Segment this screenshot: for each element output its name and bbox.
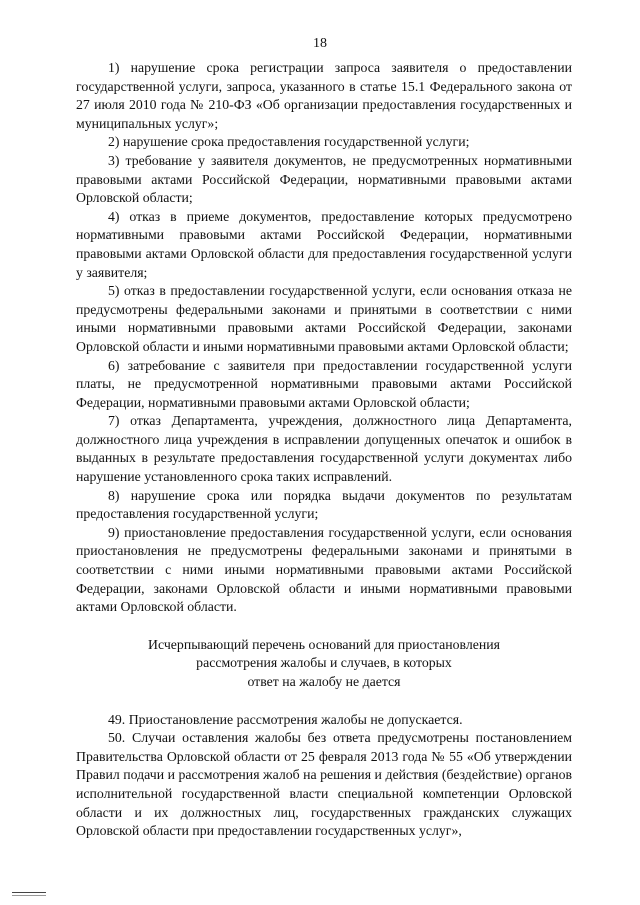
list-item: 4) отказ в приеме документов, предоставление которых предусмотрено нормативными правовыми актами Российской Федерации, нормативными правовыми актами Орловской области для предоставления государственной услуги у заявителя;: [76, 208, 572, 280]
list-item: 3) требование у заявителя документов, не предусмотренных нормативными правовыми актами Российской Федерации, нормативными правовыми актами Орловской области;: [76, 152, 572, 206]
list-item: 8) нарушение срока или порядка выдачи документов по результатам предоставления государственной услуги;: [76, 487, 572, 522]
paragraph: 49. Приостановление рассмотрения жалобы не допускается.: [108, 711, 463, 727]
section-heading-line: ответ на жалобу не дается: [247, 674, 401, 689]
paragraph: 50. Случаи оставления жалобы без ответа предусмотрены постановлением Правительства Орловской области от 25 февраля 2013 года № 55 «Об утверждении Правил подачи и рассмотрения жалоб на решения и действия (бездействие) органов исполнительной государственной власти специальной компетенции Орловской области и их должностных лиц, государственных гражданских служащих Орловской области при предоставлении государственных услуг»,: [76, 730, 572, 839]
section-heading-line: Исчерпывающий перечень оснований для приостановления: [148, 636, 500, 652]
footer-rule: [12, 892, 46, 893]
list-item: 2) нарушение срока предоставления государственной услуги;: [108, 134, 470, 150]
list-item: 7) отказ Департамента, учреждения, должностного лица Департамента, должностного лица учреждения в исправлении допущенных опечаток и ошибок в выданных в результате предоставления государственной услуги документах либо нарушение установленного срока таких исправлений.: [76, 413, 572, 485]
page-number: 18: [313, 36, 327, 51]
footer-rule: [12, 895, 46, 896]
section-heading-line: рассмотрения жалобы и случаев, в которых: [196, 655, 452, 671]
list-item: 9) приостановление предоставления государственной услуги, если основания приостановления не предусмотрены федеральными законами и принятыми в соответствии с ними иными нормативными правовыми актами Российской Федерации, законами Орловской области и иными нормативными правовыми актами Орловской области.: [76, 524, 572, 615]
list-item: 5) отказ в предоставлении государственной услуги, если основания отказа не предусмотрены федеральными законами и принятыми в соответствии с ними иными нормативными правовыми актами Российской Федерации, законами Орловской области и иными нормативными правовыми актами Орловской области;: [76, 283, 572, 354]
section-heading: [76, 636, 572, 692]
list-item: 6) затребование с заявителя при предоставлении государственной услуги платы, не предусмотренной нормативными правовыми актами Российской Федерации, нормативными правовыми актами Орловской области;: [76, 357, 572, 410]
document-body: [76, 59, 572, 841]
list-item: 1) нарушение срока регистрации запроса заявителя о предоставлении государственной услуги, запроса, указанного в статье 15.1 Федерального закона от 27 июля 2010 года № 210-ФЗ «Об организации предоставления государственных и муниципальных услуг»;: [76, 60, 572, 131]
